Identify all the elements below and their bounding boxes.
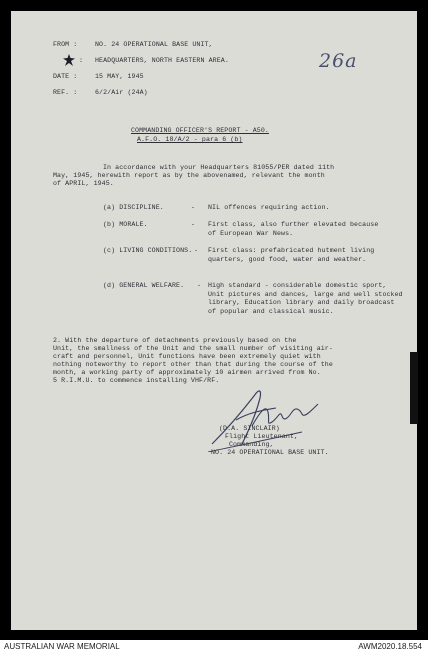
header-label: FROM : xyxy=(53,41,78,48)
item-text: NIL offences requiring action. xyxy=(208,204,330,211)
header-value: HEADQUARTERS, NORTH EASTERN AREA. xyxy=(95,57,229,64)
item-label: (d) GENERAL WELFARE. xyxy=(103,282,185,289)
header-value: 15 MAY, 1945 xyxy=(95,73,144,80)
item-dash: - xyxy=(194,247,199,254)
item-text: High standard - considerable domestic sport, Unit pictures and dances, large and well stocked library, Education library and daily broadcast of popular and classical music. xyxy=(208,282,403,315)
item-text: First class: prefabricated hutment living quarters, good food, water and weather. xyxy=(208,247,375,263)
signatory-unit: NO. 24 OPERATIONAL BASE UNIT. xyxy=(211,449,329,456)
item-dash: - xyxy=(197,282,202,289)
paragraph-line: nothing noteworthy to report other than that during the course of the xyxy=(53,361,333,368)
item-dash: - xyxy=(191,221,196,228)
intro-line: May, 1945, herewith report as by the abovenamed, relevant the month xyxy=(53,172,325,179)
paragraph-line: 5 R.I.M.U. to commence installing VHF/RF. xyxy=(53,377,220,384)
item-dash: - xyxy=(191,204,196,211)
archive-footer xyxy=(0,640,428,653)
signatory-rank: Flight Lieutenant, xyxy=(225,433,299,440)
report-subtitle: A.F.O. 18/A/2 - para 6 (b) xyxy=(137,136,243,143)
header-label: DATE : xyxy=(53,73,78,80)
page-edge-shadow xyxy=(410,352,418,424)
paragraph-line: craft and personnel, Unit functions have been extremely quiet with xyxy=(53,353,321,360)
header-label: : xyxy=(79,57,84,64)
item-label: (c) LIVING CONDITIONS. xyxy=(103,247,193,254)
intro-line: of APRIL, 1945. xyxy=(53,180,114,187)
signatory-role: Commanding, xyxy=(229,441,274,448)
handwritten-reference: 26a xyxy=(319,50,358,72)
intro-line: In accordance with your Headquarters 81055/PER dated 11th xyxy=(103,164,335,171)
paragraph-line: 2. With the departure of detachments previously based on the xyxy=(53,337,297,344)
signatory-name: (D.A. SINCLAIR) xyxy=(219,425,280,432)
header-value: NO. 24 OPERATIONAL BASE UNIT, xyxy=(95,41,213,48)
paragraph-line: Unit, the smallness of the Unit and the small number of visiting air- xyxy=(53,345,333,352)
item-text: First class, also further elevated because of European War News. xyxy=(208,221,379,237)
document-page xyxy=(11,11,417,630)
header-label: REF. : xyxy=(53,89,78,96)
item-label: (a) DISCIPLINE. xyxy=(103,204,164,211)
header-value: 6/2/Air (24A) xyxy=(95,89,148,96)
footer-institution: AUSTRALIAN WAR MEMORIAL xyxy=(4,642,120,651)
item-label: (b) MORALE. xyxy=(103,221,148,228)
report-title: COMMANDING OFFICER'S REPORT - A50. xyxy=(131,127,269,134)
ink-blot-icon xyxy=(63,54,75,66)
footer-accession-number: AWM2020.18.554 xyxy=(358,642,422,651)
paragraph-line: month, a working party of approximately 10 airmen arrived from No. xyxy=(53,369,321,376)
